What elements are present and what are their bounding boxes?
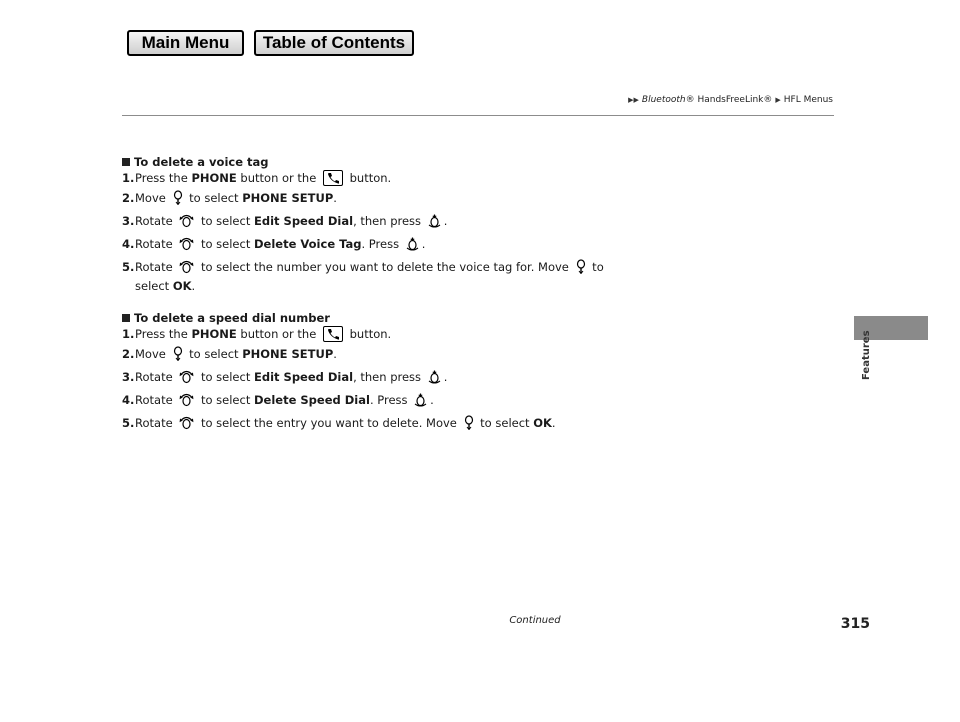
step: 5. Rotate to select the entry you want to delete. Move to select OK. bbox=[122, 415, 842, 434]
press-knob-icon bbox=[406, 237, 419, 255]
step: 3. Rotate to select Edit Speed Dial, then press . bbox=[122, 369, 842, 388]
page-content bbox=[122, 154, 842, 438]
press-knob-icon bbox=[428, 214, 441, 232]
square-bullet-icon bbox=[122, 158, 130, 166]
rotate-knob-icon bbox=[179, 259, 194, 278]
move-down-icon bbox=[576, 259, 586, 278]
breadcrumb bbox=[560, 93, 833, 107]
rotate-knob-icon bbox=[179, 415, 194, 434]
breadcrumb-arrow-icon: ▶ bbox=[775, 96, 781, 104]
continued-label: Continued bbox=[509, 615, 561, 626]
phone-button-icon bbox=[323, 170, 343, 186]
rotate-knob-icon bbox=[179, 236, 194, 255]
step: 2. Move to select PHONE SETUP. bbox=[122, 190, 842, 209]
page-number: 315 bbox=[840, 616, 870, 632]
phone-button-icon bbox=[323, 326, 343, 342]
section-heading: To delete a voice tag bbox=[122, 154, 842, 170]
breadcrumb-hfl-menus[interactable]: HFL Menus bbox=[783, 95, 833, 105]
main-menu-button[interactable]: Main Menu bbox=[127, 30, 244, 56]
move-down-icon bbox=[173, 346, 183, 365]
breadcrumb-bluetooth[interactable]: Bluetooth bbox=[641, 95, 686, 105]
header-rule bbox=[122, 115, 834, 116]
section-heading: To delete a speed dial number bbox=[122, 310, 842, 326]
step: 4. Rotate to select Delete Speed Dial. Press . bbox=[122, 392, 842, 411]
rotate-knob-icon bbox=[179, 369, 194, 388]
press-knob-icon bbox=[428, 370, 441, 388]
rotate-knob-icon bbox=[179, 392, 194, 411]
move-down-icon bbox=[464, 415, 474, 434]
breadcrumb-handsfreelink[interactable]: ® HandsFreeLink® bbox=[685, 95, 773, 105]
step: 1. Press the PHONE button or the button. bbox=[122, 327, 392, 341]
table-of-contents-button[interactable]: Table of Contents bbox=[254, 30, 414, 56]
press-knob-icon bbox=[414, 393, 427, 411]
step: 2. Move to select PHONE SETUP. bbox=[122, 346, 842, 365]
features-tab-label: Features bbox=[861, 330, 872, 380]
breadcrumb-arrow-icon: ▶▶ bbox=[628, 96, 639, 104]
step: 5. Rotate to select the number you want to delete the voice tag for. Move to select OK. bbox=[122, 260, 604, 293]
step: 4. Rotate to select Delete Voice Tag. Press . bbox=[122, 236, 842, 255]
rotate-knob-icon bbox=[179, 213, 194, 232]
step: 3. Rotate to select Edit Speed Dial, then press . bbox=[122, 213, 842, 232]
move-down-icon bbox=[173, 190, 183, 209]
square-bullet-icon bbox=[122, 314, 130, 322]
step: 1. Press the PHONE button or the button. bbox=[122, 171, 392, 185]
